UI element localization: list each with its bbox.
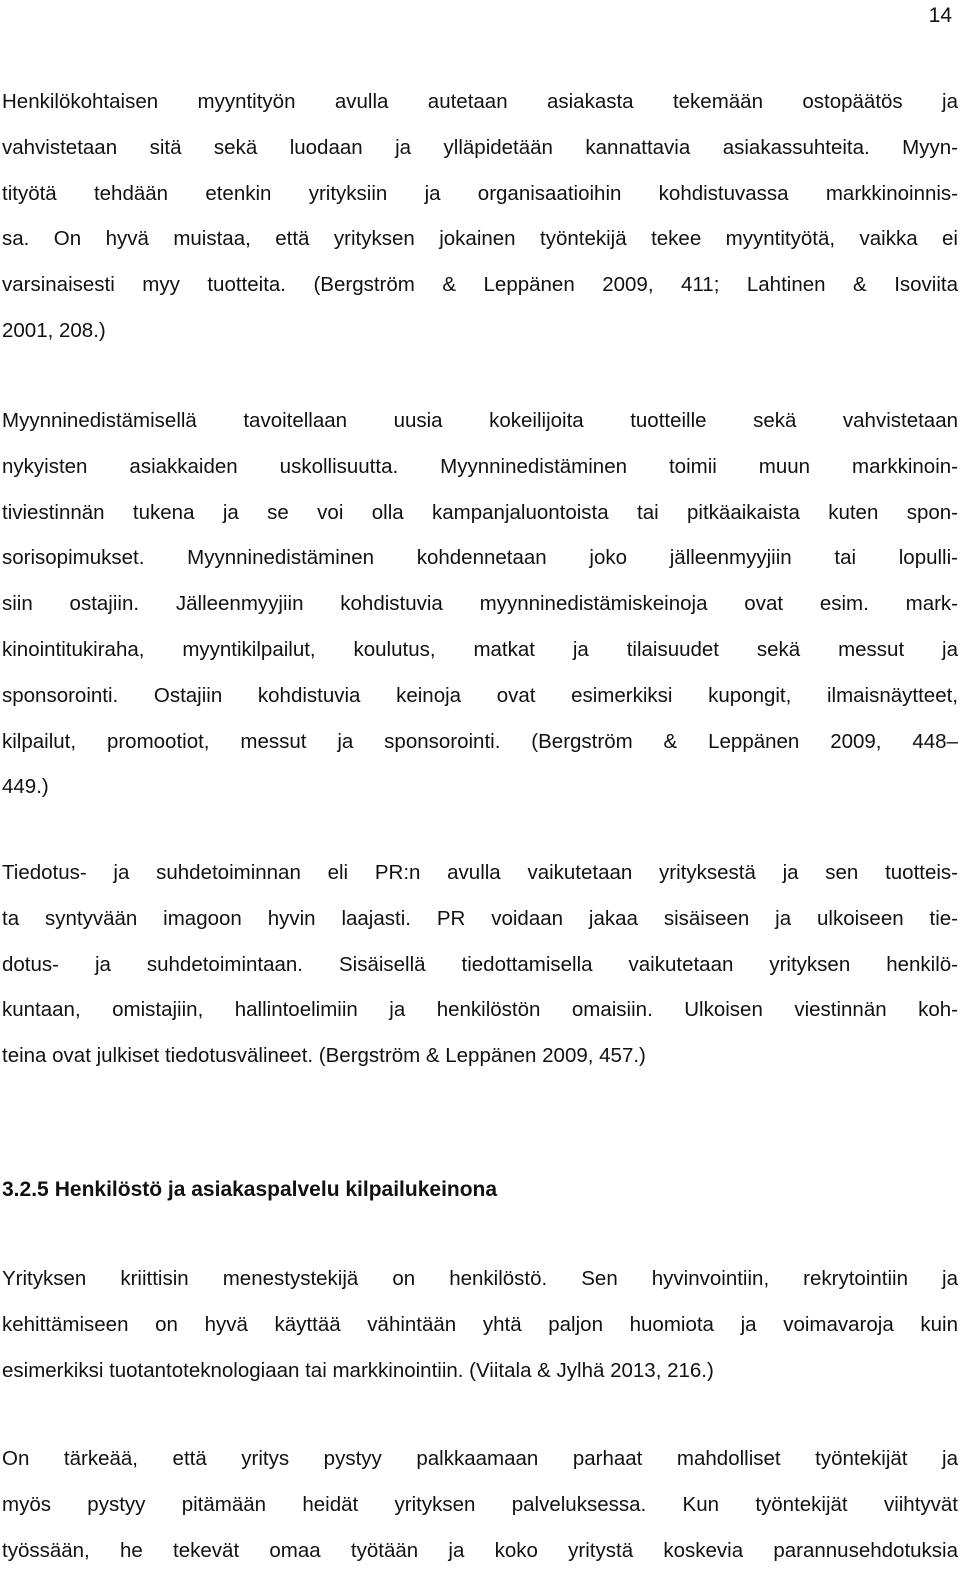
- paragraph-personnel: [2, 1256, 958, 1393]
- text-line: myös pystyy pitämään heidät yrityksen palveluksessa. Kun työntekijät viihtyvät: [2, 1492, 958, 1516]
- text-line: kuntaan, omistajiin, hallintoelimiin ja henkilöstön omaisiin. Ulkoisen viestinnän koh-: [2, 998, 958, 1022]
- text-line: Yrityksen kriittisin menestystekijä on henkilöstö. Sen hyvinvointiin, rekrytointiin ja: [2, 1267, 958, 1290]
- text-line: tityötä tehdään etenkin yrityksiin ja organisaatioihin kohdistuvassa markkinoinnis-: [2, 181, 958, 205]
- text-line: 2001, 208.): [2, 318, 106, 342]
- text-line: kilpailut, promootiot, messut ja sponsorointi. (Bergström & Leppänen 2009, 448–: [2, 729, 958, 753]
- text-line: vahvistetaan sitä sekä luodaan ja ylläpidetään kannattavia asiakassuhteita. Myyn-: [2, 135, 958, 159]
- text-line: ta syntyvään imagoon hyvin laajasti. PR voidaan jakaa sisäiseen ja ulkoiseen tie-: [2, 906, 958, 930]
- text-line: Henkilökohtaisen myyntityön avulla autetaan asiakasta tekemään ostopäätös ja: [2, 90, 958, 113]
- paragraph-personal-selling: [2, 79, 958, 354]
- text-line: sa. On hyvä muistaa, että yrityksen jokainen työntekijä tekee myyntityötä, vaikka ei: [2, 227, 958, 251]
- text-line: Tiedotus- ja suhdetoiminnan eli PR:n avulla vaikutetaan yrityksestä ja sen tuotteis-: [2, 861, 958, 884]
- section-title: Henkilöstö ja asiakaspalvelu kilpailukeinona: [54, 1178, 498, 1201]
- text-line: sorisopimukset. Myynninedistäminen kohdennetaan joko jälleenmyyjiin tai lopulli-: [2, 546, 958, 570]
- text-line: 449.): [2, 775, 49, 799]
- text-line: kehittämiseen on hyvä käyttää vähintään yhtä paljon huomiota ja voimavaroja kuin: [2, 1312, 958, 1336]
- text-line: On tärkeää, että yritys pystyy palkkaamaan parhaat mahdolliset työntekijät ja: [2, 1447, 958, 1470]
- text-line: kinointitukiraha, myyntikilpailut, koulutus, matkat ja tilaisuudet sekä messut ja: [2, 637, 958, 661]
- paragraph-hiring: [2, 1436, 958, 1573]
- text-line: nykyisten asiakkaiden uskollisuutta. Myynninedistäminen toimii muun markkinoin-: [2, 454, 958, 478]
- section-number: 3.2.5: [2, 1178, 49, 1201]
- text-line: teina ovat julkiset tiedotusvälineet. (Bergström & Leppänen 2009, 457.): [2, 1044, 646, 1068]
- page-number: 14: [928, 4, 952, 27]
- text-line: esimerkiksi tuotantoteknologiaan tai markkinointiin. (Viitala & Jylhä 2013, 216.): [2, 1358, 714, 1382]
- text-line: tiviestinnän tukena ja se voi olla kampanjaluontoista tai pitkäaikaista kuten spon-: [2, 500, 958, 524]
- text-line: työssään, he tekevät omaa työtään ja koko yritystä koskevia parannusehdotuksia: [2, 1538, 958, 1562]
- text-line: dotus- ja suhdetoimintaan. Sisäisellä tiedottamisella vaikutetaan yrityksen henkilö-: [2, 952, 958, 976]
- section-heading: [2, 1170, 497, 1210]
- paragraph-public-relations: [2, 850, 958, 1079]
- text-line: sponsorointi. Ostajiin kohdistuvia keinoja ovat esimerkiksi kupongit, ilmaisnäytteet,: [2, 683, 958, 707]
- text-line: siin ostajiin. Jälleenmyyjiin kohdistuvia myynninedistämiskeinoja ovat esim. mark-: [2, 592, 958, 616]
- text-line: varsinaisesti myy tuotteita. (Bergström & Leppänen 2009, 411; Lahtinen & Isoviita: [2, 273, 958, 297]
- text-line: Myynninedistämisellä tavoitellaan uusia kokeilijoita tuotteille sekä vahvistetaan: [2, 409, 958, 432]
- paragraph-sales-promotion: [2, 398, 958, 810]
